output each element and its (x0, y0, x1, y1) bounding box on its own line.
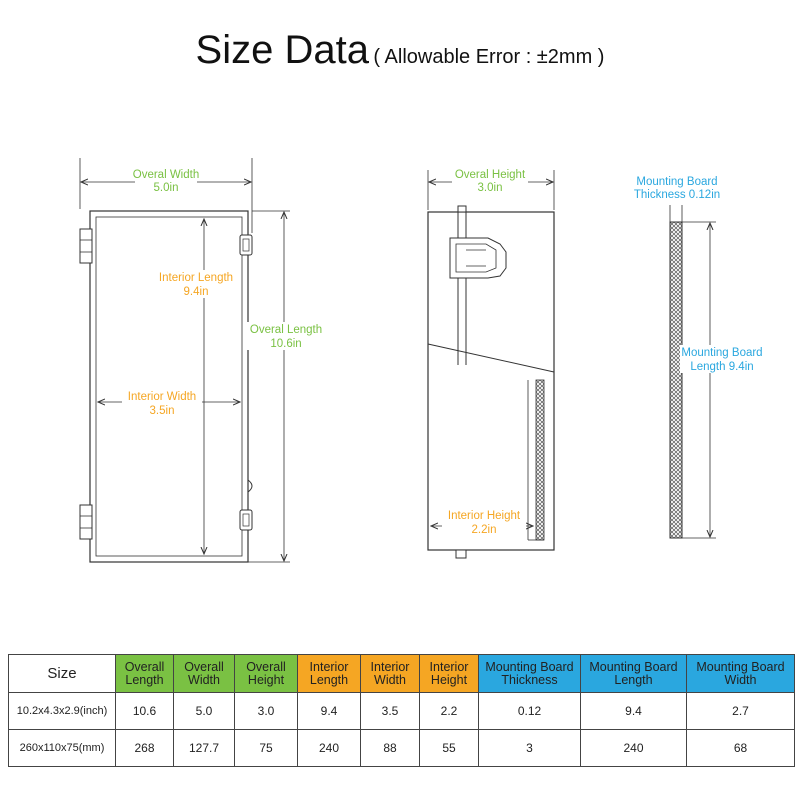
header-text: Overall (184, 659, 224, 674)
lock-tab-icon (248, 480, 252, 492)
header-cell (174, 655, 235, 693)
table-cell: 5.0 (174, 693, 235, 730)
header-text: Overall (124, 659, 165, 674)
overall-height-label: Overal Height (454, 169, 526, 181)
size-table (8, 654, 795, 767)
header-text: Mounting Board (589, 659, 678, 674)
box-outer-outline (90, 211, 248, 562)
header-text: Length (125, 672, 164, 687)
table-cell: 2.2 (420, 693, 479, 730)
side-latch-icon (450, 238, 506, 278)
row-label-cell: 10.2x4.3x2.9(inch) (9, 693, 116, 730)
board-length-label: Mounting Board (681, 347, 763, 359)
overall-width-value: 5.0in (153, 182, 179, 194)
hinge-top-icon (80, 229, 92, 263)
interior-length-value: 9.4in (183, 286, 209, 298)
header-text: Height (430, 672, 468, 687)
table-cell: 2.7 (687, 693, 795, 730)
table-cell: 3.5 (361, 693, 420, 730)
header-text: Thickness (501, 672, 558, 687)
table-body (9, 693, 795, 767)
header-text: Interior (370, 659, 410, 674)
header-cell (116, 655, 174, 693)
overall-length-label: Overal Length (249, 324, 323, 336)
table-cell: 75 (235, 730, 298, 767)
overall-length-value: 10.6in (270, 338, 302, 350)
header-text: Width (374, 672, 406, 687)
side-foot (456, 550, 466, 558)
table-cell: 9.4 (581, 693, 687, 730)
header-cell (581, 655, 687, 693)
header-cell (479, 655, 581, 693)
header-text: Mounting Board (485, 659, 574, 674)
table-cell: 3 (479, 730, 581, 767)
board-length-value: Length 9.4in (690, 361, 754, 373)
header-cell (235, 655, 298, 693)
interior-height-label: Interior Height (447, 510, 521, 522)
mounting-board-shape (670, 222, 682, 538)
table-row (9, 730, 795, 767)
front-view (80, 158, 326, 562)
header-text: Mounting Board (696, 659, 785, 674)
board-thickness-label: Mounting Board (636, 176, 718, 188)
header-cell (687, 655, 795, 693)
box-inner-outline (96, 217, 242, 556)
table-cell: 127.7 (174, 730, 235, 767)
header-text: Length (614, 672, 653, 687)
table-cell: 68 (687, 730, 795, 767)
header-text: Width (724, 672, 757, 687)
side-mounting-board (536, 380, 544, 540)
interior-width-label: Interior Width (127, 391, 197, 403)
header-text: Width (188, 672, 220, 687)
header-text: Overall (246, 659, 286, 674)
hinge-bottom-icon (80, 505, 92, 539)
table-cell: 240 (581, 730, 687, 767)
table-cell: 3.0 (235, 693, 298, 730)
side-view (428, 168, 554, 558)
latch-bottom-icon (240, 510, 252, 530)
latch-top-icon (240, 235, 252, 255)
header-cell (298, 655, 361, 693)
table-cell: 55 (420, 730, 479, 767)
overall-width-label: Overal Width (132, 169, 200, 181)
header-text: Height (247, 672, 285, 687)
lid-split-line (428, 344, 554, 372)
header-text: Interior (309, 659, 349, 674)
title-main: Size Data (195, 28, 369, 72)
table-cell: 9.4 (298, 693, 361, 730)
table-cell: 240 (298, 730, 361, 767)
header-cell (361, 655, 420, 693)
overall-height-value: 3.0in (477, 182, 503, 194)
table-cell: 88 (361, 730, 420, 767)
table-cell: 0.12 (479, 693, 581, 730)
interior-length-label: Interior Length (158, 272, 234, 284)
table-row (9, 693, 795, 730)
mounting-board-view (634, 176, 766, 538)
interior-height-value: 2.2in (471, 524, 497, 536)
header-size (9, 655, 116, 693)
table-cell: 268 (116, 730, 174, 767)
interior-width-value: 3.5in (149, 405, 175, 417)
header-cell (420, 655, 479, 693)
board-thickness-value: Thickness 0.12in (633, 189, 721, 201)
table-header-row (9, 655, 795, 693)
header-text: Length (309, 672, 349, 687)
header-text: Size (47, 665, 77, 682)
table-cell: 10.6 (116, 693, 174, 730)
row-label-cell: 260x110x75(mm) (9, 730, 116, 767)
header-text: Interior (429, 659, 469, 674)
title-subtitle: ( Allowable Error : ±2mm ) (373, 46, 605, 68)
